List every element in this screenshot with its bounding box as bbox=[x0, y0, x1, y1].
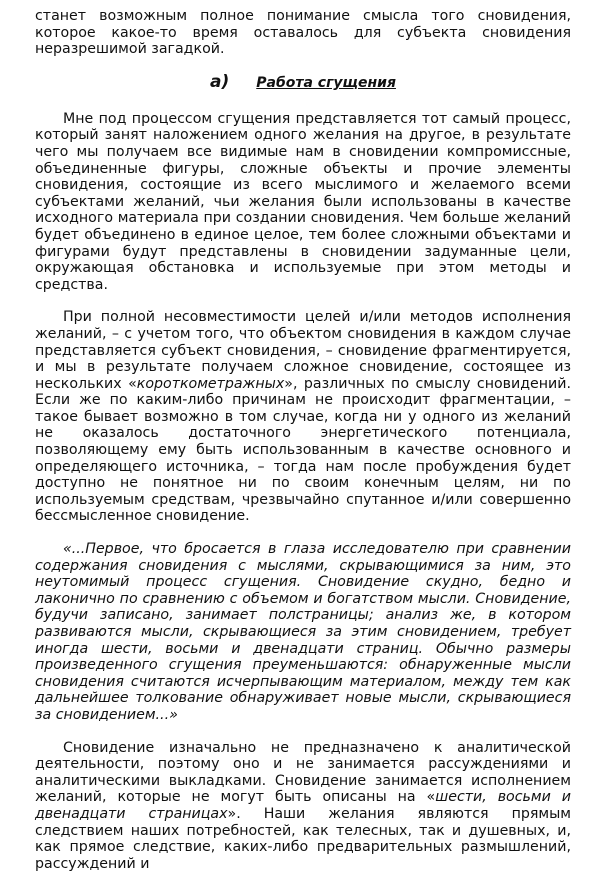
intro-paragraph: станет возможным полное понимание смысла того сновидения, которое какое-то время оставалось для субъекта сновидения неразрешимой загадкой. bbox=[35, 8, 571, 58]
paragraph-wishes-emphasis: шести, восьми и двенадцати страницах bbox=[35, 789, 572, 822]
paragraph-fragmentation-text-1: При полной несовместимости целей и/или методов исполнения желаний, – с учетом того, что объектом сновидения в каждом случае представляется субъект сновидения, – сновидение фрагментируется, и мы в результате получаем сложное сновидение, состоящее из нескольких « bbox=[35, 309, 571, 392]
paragraph-condensation: Мне под процессом сгущения представляется тот самый процесс, который занят наложением одного желания на другое, в результате чего мы получаем все видимые нам в сновидении компромиссные, объединенные фигуры, сложные объекты и прочие элементы сновидения, состоящие из всего мыслимого и желаемого всеми субъектами желаний, чьи желания были использованы в качестве исходного материала при создании сновидения. Чем больше желаний будет объединено в единое целое, тем более сложными объектами и фигурами будут представлены в сновидении задуманные цели, окружающая обстановка и используемые при этом методы и средства. bbox=[35, 110, 571, 293]
paragraph-wishes-text-1: Сновидение изначально не предназначено к аналитической деятельности, поэтому оно и не занимается рассуждениями и аналитическими выкладками. Сновидение занимается исполнением желаний, которые не могут быть описаны на « bbox=[35, 739, 571, 806]
paragraph-wishes-text-2: ». Наши желания являются прямым следствием наших потребностей, как телесных, так и душевных, и, как прямое следствие, каких-либо предварительных размышлений, рассуждений и bbox=[35, 805, 571, 872]
paragraph-wishes bbox=[35, 740, 571, 872]
document-page bbox=[35, 8, 571, 872]
paragraph-fragmentation bbox=[35, 309, 571, 525]
section-heading bbox=[35, 72, 571, 93]
section-letter: а) bbox=[210, 71, 230, 92]
paragraph-fragmentation-emphasis: короткометражных bbox=[136, 375, 285, 392]
freud-quote: «...Первое, что бросается в глаза исследователю при сравнении содержания сновидения с мыслями, скрывающимися за ним, это неутомимый процесс сгущения. Сновидение скудно, бедно и лаконично по сравнению с объемом и богатством мысли. Сновидение, будучи записано, занимает полстраницы; анализ же, в котором развиваются мысли, скрывающиеся за этим сновидением, требует иногда шести, восьми и двенадцати страниц. Обычно размеры произведенного сгущения преуменьшаются: обнаруженные мысли сновидения считаются исчерпывающим материалом, между тем как дальнейшее толкование обнаруживает новые мысли, скрывающиеся за сновидением...» bbox=[35, 541, 571, 723]
section-title: Работа сгущения bbox=[256, 74, 396, 91]
paragraph-fragmentation-text-2: », различных по смыслу сновидений. Если же по каким-либо причинам не происходит фрагментации, – такое бывает возможно в том случае, когда ни у одного из желаний не оказалось достаточного энергетического потенциала, позволяющему ему быть использованным в качестве основного и определяющего источника, – тогда нам после пробуждения будет доступно не понятное ни по своим конечным целям, ни по используемым средствам, чрезвычайно спутанное и/или совершенно бессмысленное сновидение. bbox=[35, 375, 571, 525]
